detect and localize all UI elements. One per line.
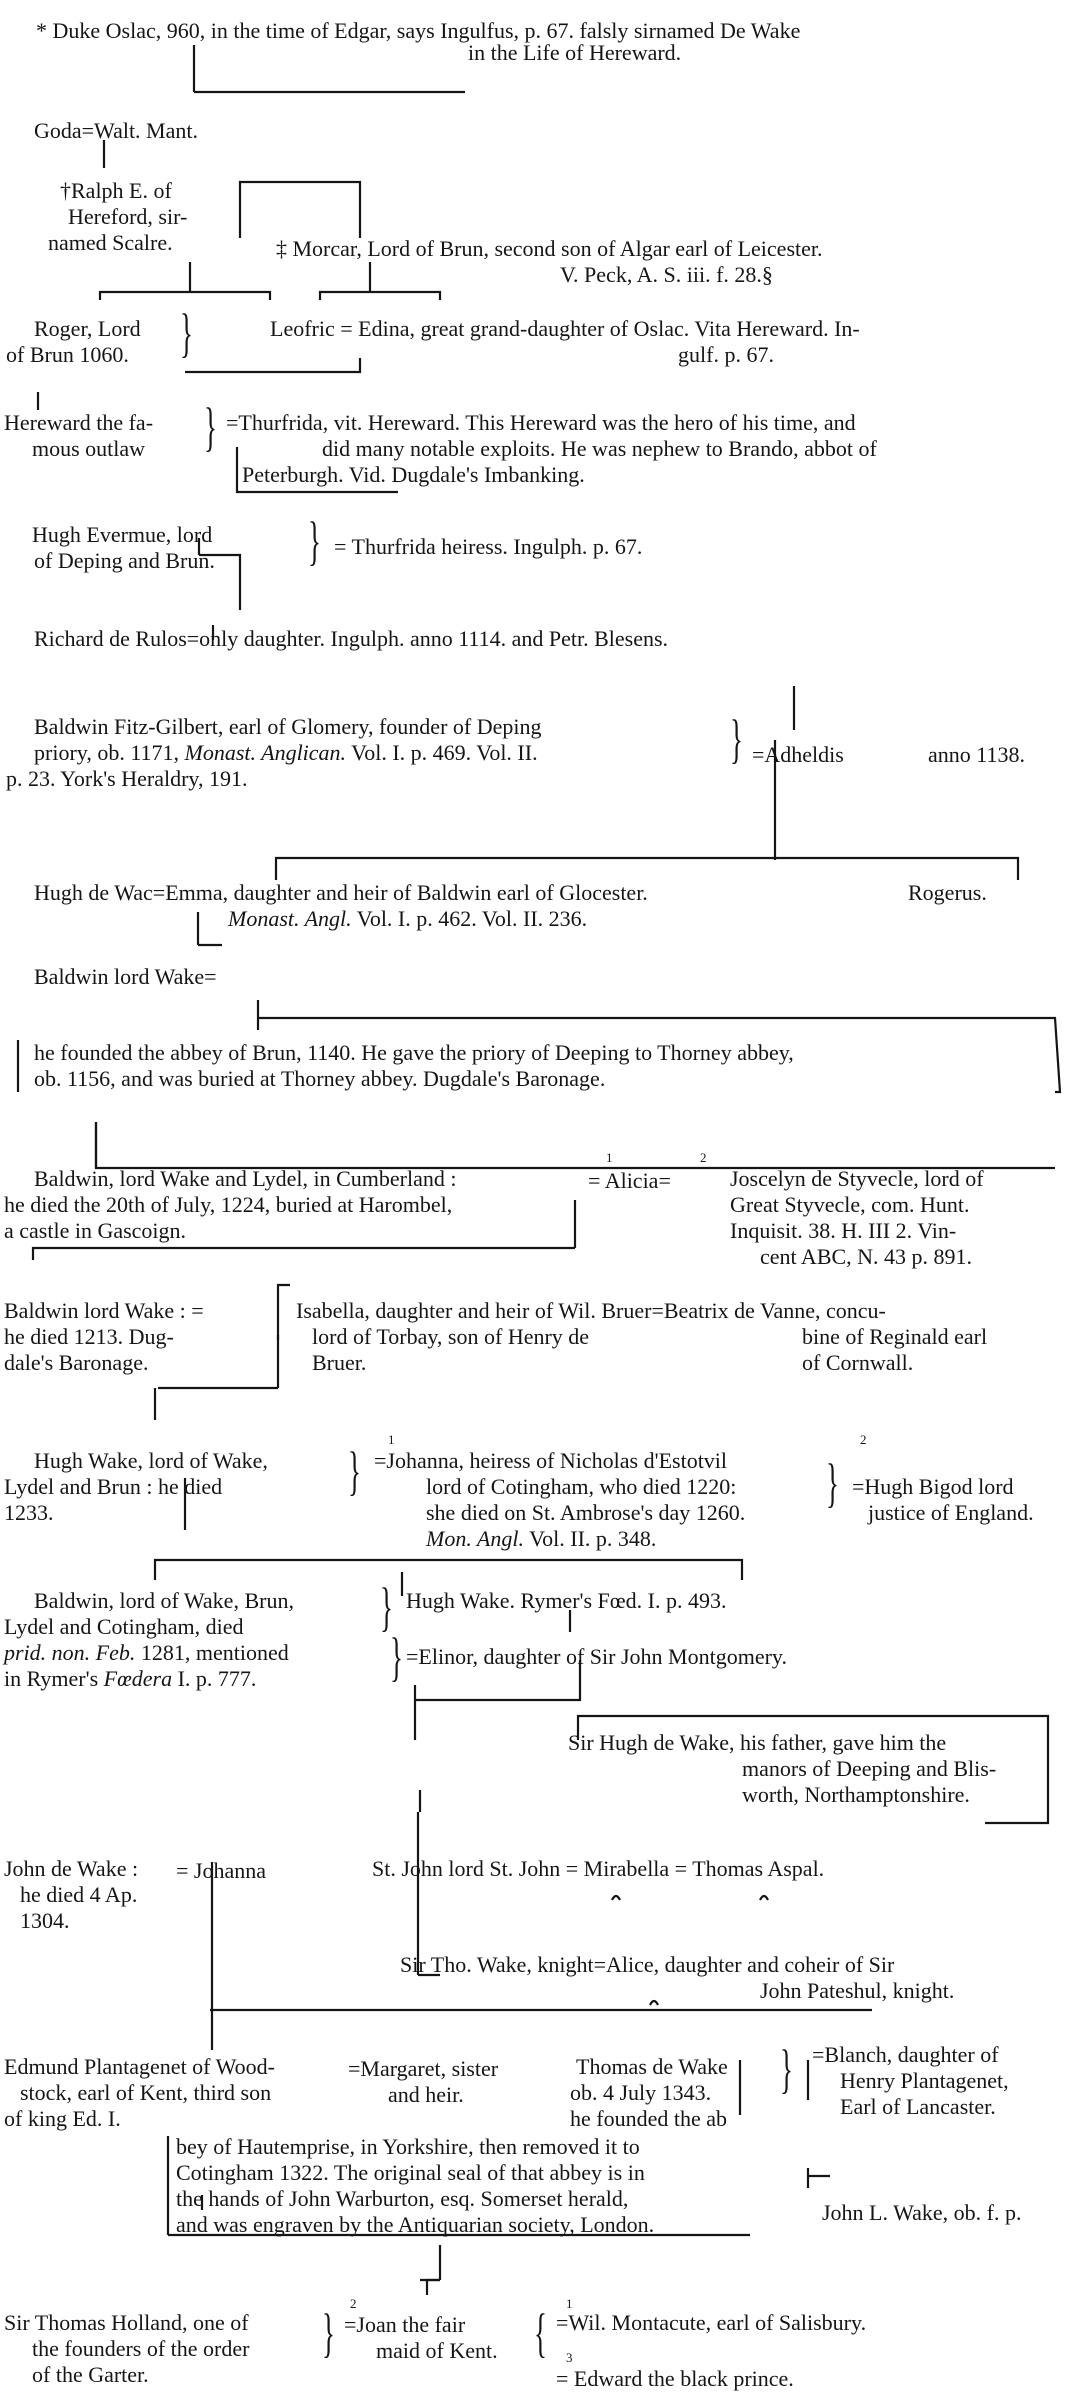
brace: } — [380, 1577, 393, 1637]
black-prince: = Edward the black prince. — [556, 2366, 794, 2391]
hautemprise-line3: the hands of John Warburton, esq. Somerset herald, — [176, 2186, 629, 2211]
john-de-wake-line1: John de Wake : — [4, 1856, 139, 1881]
joscelyn-line4: cent ABC, N. 43 p. 891. — [760, 1244, 973, 1269]
edmund-line2: stock, earl of Kent, third son — [20, 2080, 272, 2105]
john-de-wake-line2: he died 4 Ap. — [20, 1882, 138, 1907]
johanna-line2: lord of Cotingham, who died 1220: — [426, 1474, 737, 1499]
marker-2: 2 — [860, 1432, 867, 1447]
tho-wake-line1: Sir Tho. Wake, knight=Alice, daughter and coheir of Sir — [400, 1952, 895, 1977]
baldwin-lydel-line3: a castle in Gascoign. — [4, 1218, 187, 1243]
hereward-line1: Hereward the fa- — [4, 410, 154, 435]
baldwin-fitzgilbert-line1: Baldwin Fitz-Gilbert, earl of Glomery, founder of Deping — [34, 714, 542, 739]
baldwin-1213-line1: Baldwin lord Wake : = — [4, 1298, 204, 1323]
isabella-line1: Isabella, daughter and heir of Wil. Bruer=Beatrix de Vanne, concu- — [296, 1298, 886, 1323]
hautemprise-line4: and was engraven by the Antiquarian society, London. — [176, 2212, 655, 2237]
sir-hugh-line3: worth, Northamptonshire. — [742, 1782, 970, 1807]
blanch-line1: =Blanch, daughter of — [812, 2042, 999, 2067]
john-de-wake-line3: 1304. — [20, 1908, 70, 1933]
hugh-evermue-line1: Hugh Evermue, lord — [32, 522, 213, 547]
elinor: =Elinor, daughter of Sir John Montgomery. — [406, 1644, 787, 1669]
brace: } — [730, 709, 743, 769]
thurfrida-line2: did many notable exploits. He was nephew to Brando, abbot of — [322, 436, 877, 461]
sir-hugh-line1: Sir Hugh de Wake, his father, gave him the — [568, 1730, 947, 1755]
brace: } — [390, 1627, 403, 1687]
thomas-line1: Thomas de Wake — [576, 2054, 728, 2079]
joan-line1: =Joan the fair — [344, 2312, 466, 2337]
hautemprise-line1: bey of Hautemprise, in Yorkshire, then removed it to — [176, 2134, 640, 2159]
baldwin-brun-line3: prid. non. Feb. 1281, mentioned — [4, 1640, 289, 1665]
richard-de-rulos: Richard de Rulos=only daughter. Ingulph. anno 1114. and Petr. Blesens. — [34, 626, 669, 651]
brace: { — [534, 2303, 547, 2363]
john-l-wake: John L. Wake, ob. f. p. — [822, 2200, 1022, 2225]
johanna-line1: =Johanna, heiress of Nicholas d'Estotvil — [374, 1448, 728, 1473]
marker-3: 3 — [566, 2350, 573, 2365]
oslac-entry-line1: * Duke Oslac, 960, in the time of Edgar, says Ingulfus, p. 67. falsly sirnamed De Wake — [36, 18, 801, 43]
abbey-line1: he founded the abbey of Brun, 1140. He gave the priory of Deeping to Thorney abbey, — [34, 1040, 794, 1065]
baldwin-1213-line2: he died 1213. Dug- — [4, 1324, 174, 1349]
brace: } — [204, 397, 217, 457]
hugh-wake-line1: Hugh Wake, lord of Wake, — [34, 1448, 268, 1473]
isabella-line3: Bruer. — [312, 1350, 367, 1375]
hugh-de-wac-line1: Hugh de Wac=Emma, daughter and heir of Baldwin earl of Glocester. — [34, 880, 648, 905]
marker-1: 1 — [388, 1432, 395, 1447]
blanch-line3: Earl of Lancaster. — [840, 2094, 996, 2119]
johanna-line3: she died on St. Ambrose's day 1260. — [426, 1500, 746, 1525]
brace: } — [826, 1453, 839, 1513]
blanch-line2: Henry Plantagenet, — [840, 2068, 1009, 2093]
brace: } — [780, 2039, 793, 2099]
holland-line2: the founders of the order — [32, 2336, 250, 2361]
ralph-line3: named Scalre. — [48, 230, 173, 255]
hereward-line2: mous outlaw — [32, 436, 146, 461]
thurfrida-line3: Peterburgh. Vid. Dugdale's Imbanking. — [242, 462, 585, 487]
ralph-line2: Hereford, sir- — [68, 204, 188, 229]
rogerus: Rogerus. — [908, 880, 987, 905]
alicia: = Alicia= — [588, 1168, 671, 1193]
joan-line2: maid of Kent. — [376, 2338, 498, 2363]
thomas-line2: ob. 4 July 1343. — [570, 2080, 712, 2105]
roger-line2: of Brun 1060. — [6, 342, 129, 367]
baldwin-lord-wake: Baldwin lord Wake= — [34, 964, 217, 989]
holland-line1: Sir Thomas Holland, one of — [4, 2310, 249, 2335]
goda-entry: Goda=Walt. Mant. — [34, 118, 198, 143]
brace: } — [180, 303, 193, 363]
baldwin-brun-line4: in Rymer's Fœdera I. p. 777. — [4, 1666, 257, 1691]
marker-1: 1 — [606, 1150, 613, 1165]
johanna-line4: Mon. Angl. Vol. II. p. 348. — [426, 1526, 657, 1551]
hugh-wake-line2: Lydel and Brun : he died — [4, 1474, 223, 1499]
baldwin-brun-line1: Baldwin, lord of Wake, Brun, — [34, 1588, 294, 1613]
joscelyn-line3: Inquisit. 38. H. III 2. Vin- — [730, 1218, 957, 1243]
anno-1138: anno 1138. — [928, 742, 1025, 767]
bigod-line2: justice of England. — [868, 1500, 1034, 1525]
roger-line1: Roger, Lord — [34, 316, 141, 341]
st-john-line: St. John lord St. John = Mirabella = Thomas Aspal. — [372, 1856, 825, 1881]
edmund-line1: Edmund Plantagenet of Wood- — [4, 2054, 275, 2079]
hugh-evermue-line2: of Deping and Brun. — [34, 548, 215, 573]
baldwin-1213-line3: dale's Baronage. — [4, 1350, 149, 1375]
hugh-de-wac-line2: Monast. Angl. Vol. I. p. 462. Vol. II. 236. — [228, 906, 588, 931]
morcar-line2: V. Peck, A. S. iii. f. 28.§ — [560, 262, 773, 287]
montacute: =Wil. Montacute, earl of Salisbury. — [556, 2310, 867, 2335]
adheldis: =Adheldis — [752, 742, 844, 767]
ralph-line1: †Ralph E. of — [60, 178, 172, 203]
baldwin-fitzgilbert-line3: p. 23. York's Heraldry, 191. — [6, 766, 248, 791]
sir-hugh-line2: manors of Deeping and Blis- — [742, 1756, 997, 1781]
joscelyn-line2: Great Styvecle, com. Hunt. — [730, 1192, 970, 1217]
bigod-line1: =Hugh Bigod lord — [852, 1474, 1014, 1499]
isabella-line2: lord of Torbay, son of Henry de — [312, 1324, 590, 1349]
brace: } — [308, 511, 321, 571]
joscelyn-line1: Joscelyn de Styvecle, lord of — [730, 1166, 984, 1191]
hautemprise-line2: Cotingham 1322. The original seal of that abbey is in — [176, 2160, 645, 2185]
beatrix-line2: bine of Reginald earl — [802, 1324, 988, 1349]
thomas-line3: he founded the ab — [570, 2106, 727, 2131]
margaret-line2: and heir. — [388, 2082, 464, 2107]
hugh-wake-line3: 1233. — [4, 1500, 54, 1525]
morcar-line1: ‡ Morcar, Lord of Brun, second son of Algar earl of Leicester. — [276, 236, 823, 261]
oslac-entry-line2: in the Life of Hereward. — [468, 40, 682, 65]
leofric-line1: Leofric = Edina, great grand-daughter of Oslac. Vita Hereward. In- — [270, 316, 860, 341]
marker-2: 2 — [350, 2296, 357, 2311]
marker-1: 1 — [566, 2296, 573, 2311]
edmund-line3: of king Ed. I. — [4, 2106, 121, 2131]
baldwin-lydel-line1: Baldwin, lord Wake and Lydel, in Cumberland : — [34, 1166, 457, 1191]
holland-line3: of the Garter. — [32, 2362, 149, 2387]
tho-wake-line2: John Pateshul, knight. — [760, 1978, 955, 2003]
brace: } — [322, 2303, 335, 2363]
baldwin-brun-line2: Lydel and Cotingham, died — [4, 1614, 244, 1639]
margaret-line1: =Margaret, sister — [348, 2056, 499, 2081]
brace: } — [348, 1441, 361, 1501]
john-de-wake-spouse: = Johanna — [176, 1858, 266, 1883]
thurfrida-line1: =Thurfrida, vit. Hereward. This Hereward was the hero of his time, and — [226, 410, 856, 435]
marker-2: 2 — [700, 1150, 707, 1165]
thurfrida-heiress: = Thurfrida heiress. Ingulph. p. 67. — [334, 534, 643, 559]
abbey-line2: ob. 1156, and was buried at Thorney abbey. Dugdale's Baronage. — [34, 1066, 606, 1091]
baldwin-lydel-line2: he died the 20th of July, 1224, buried at Harombel, — [4, 1192, 453, 1217]
leofric-line2: gulf. p. 67. — [678, 342, 774, 367]
baldwin-fitzgilbert-line2: priory, ob. 1171, Monast. Anglican. Vol. I. p. 469. Vol. II. — [34, 740, 538, 765]
beatrix-line3: of Cornwall. — [802, 1350, 914, 1375]
hugh-wake-rymer: Hugh Wake. Rymer's Fœd. I. p. 493. — [406, 1588, 727, 1613]
